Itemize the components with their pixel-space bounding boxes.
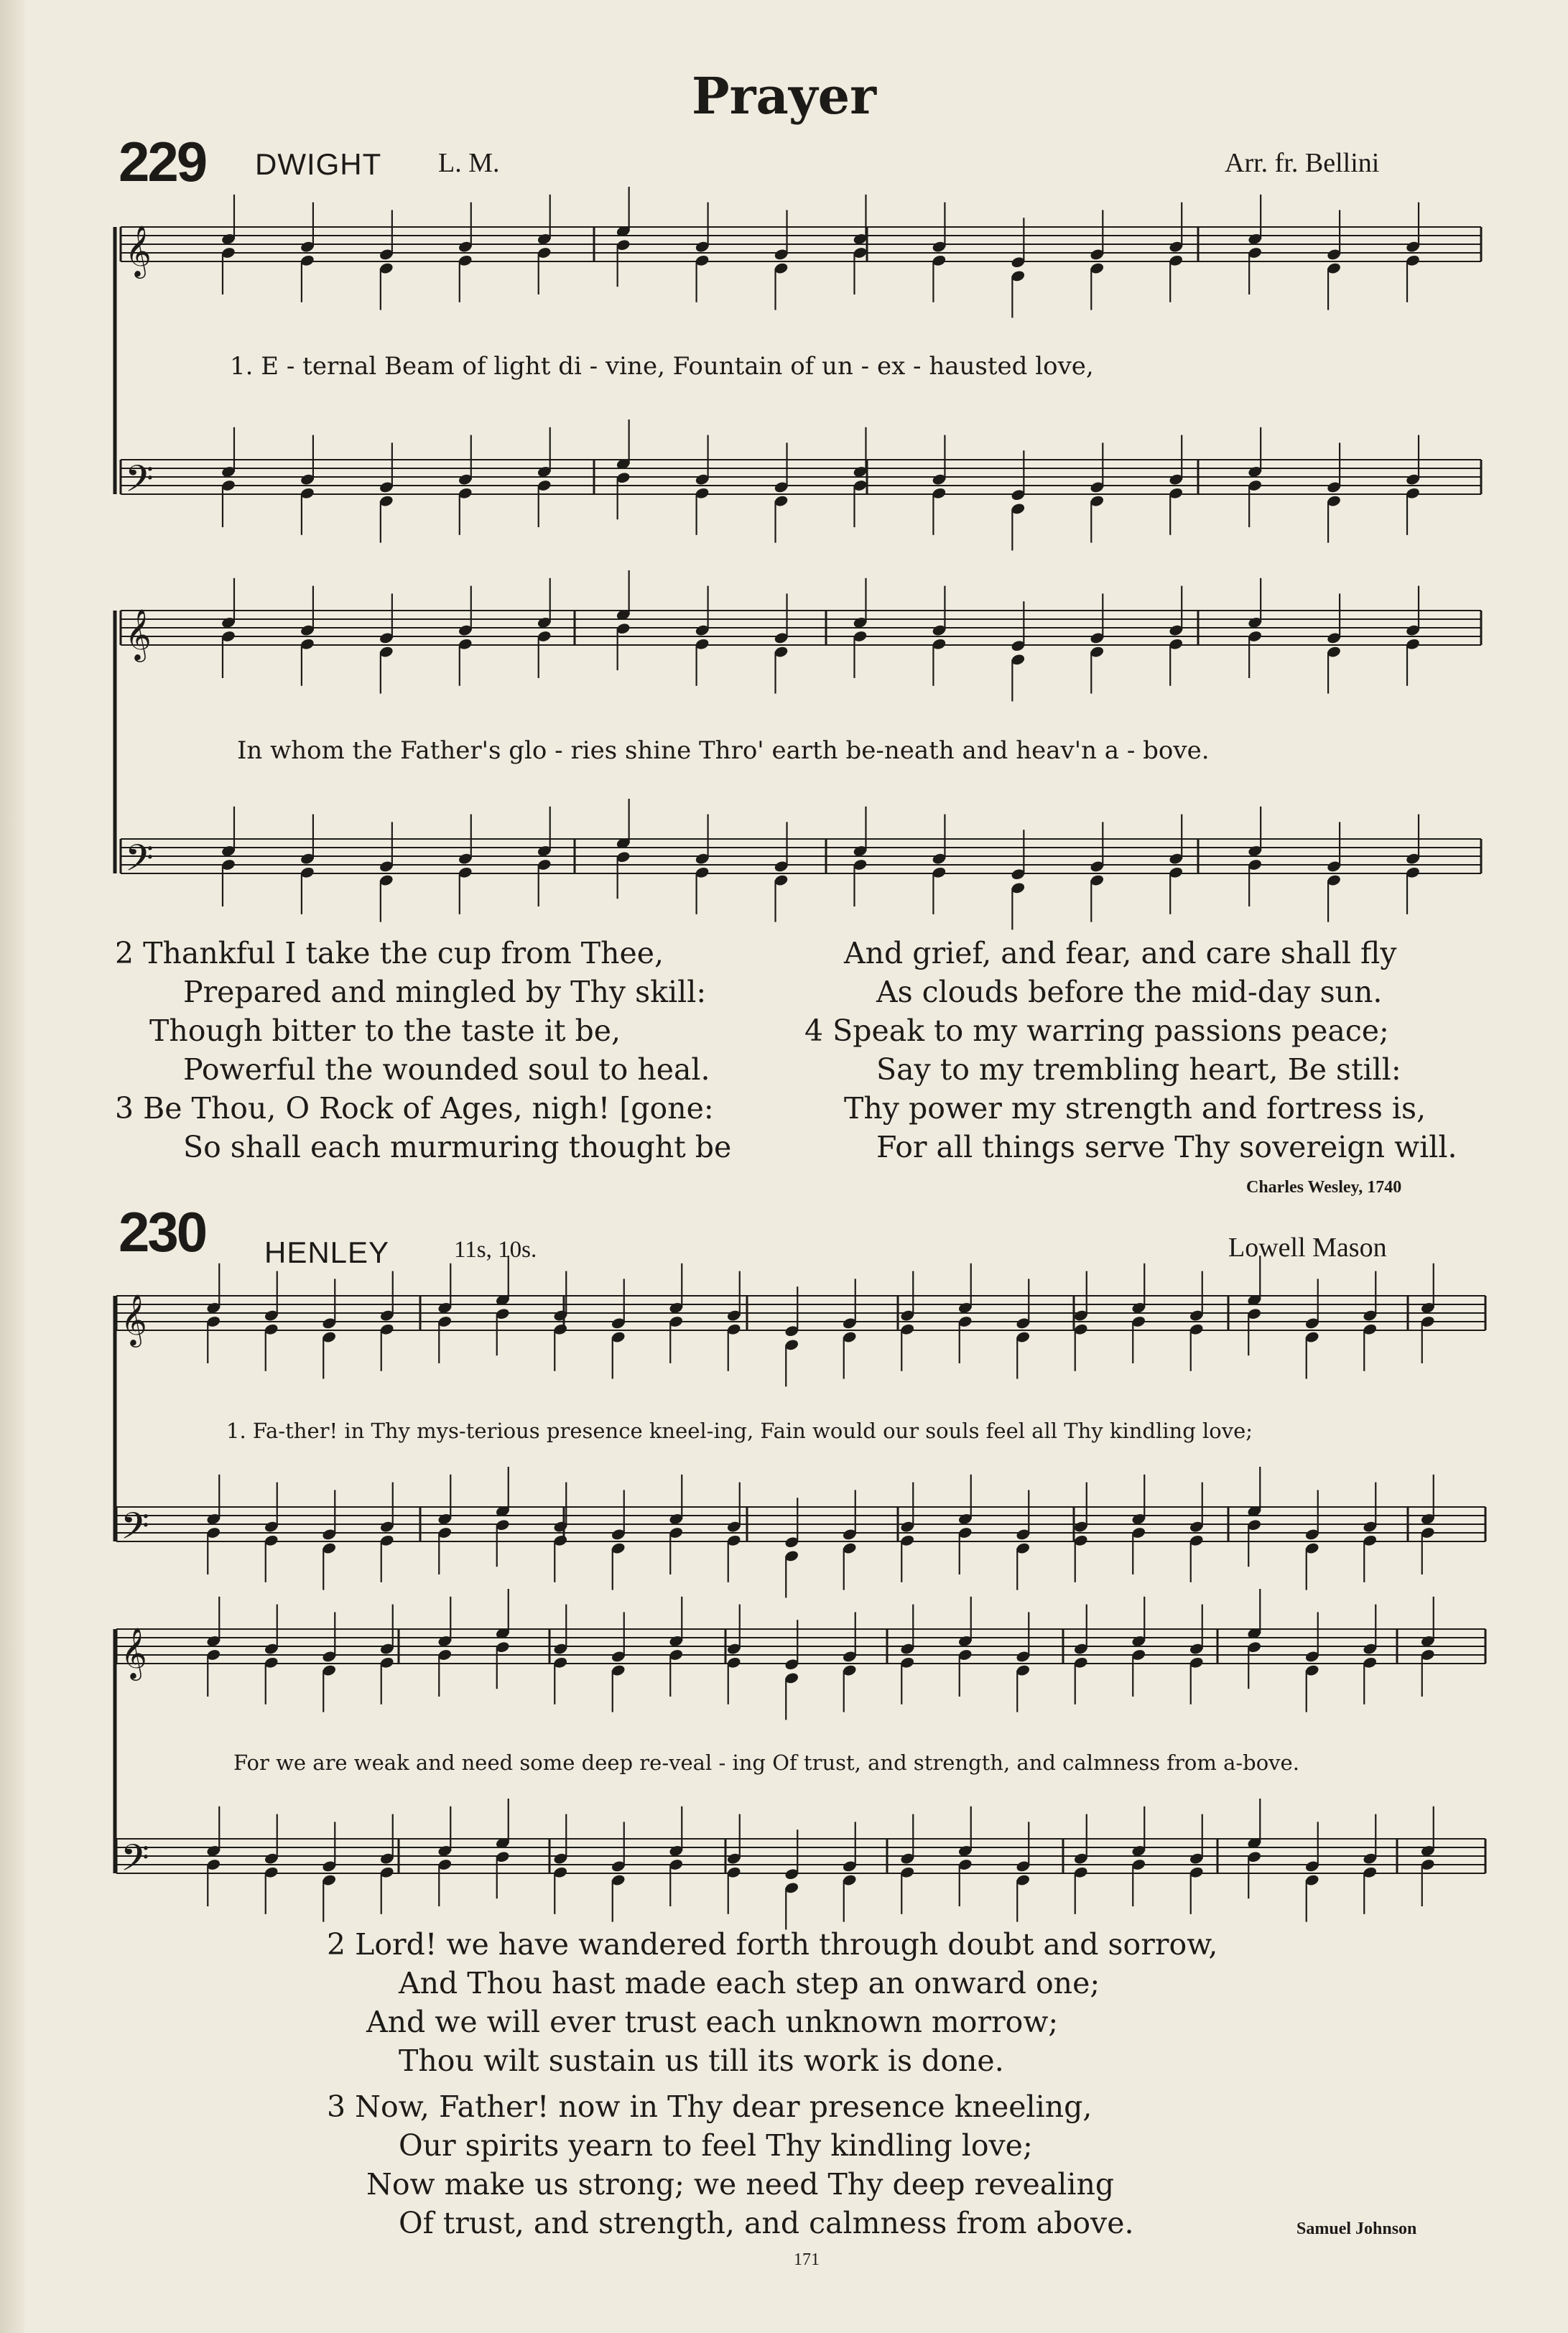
hymn-230-tune: HENLEY <box>264 1235 390 1269</box>
staff-230-2-bass-clef: 𝄢 <box>121 1836 149 1888</box>
staff-229-2-bass-clef: 𝄢 <box>125 836 154 889</box>
verse-line: 3 Be Thou, O Rock of Ages, nigh! [gone: <box>115 1091 714 1126</box>
verse-line: Now make us strong; we need Thy deep revealing <box>366 2167 1115 2202</box>
verse-line: 2 Thankful I take the cup from Thee, <box>115 936 664 970</box>
hymn-230-lyric-line-2: For we are weak and need some deep re-veal - ing Of trust, and strength, and calmness from a-bove. <box>233 1750 1299 1775</box>
verse-line: Of trust, and strength, and calmness from above. <box>399 2206 1134 2240</box>
hymn-229-verses-right <box>804 934 1457 1166</box>
verse-line: And we will ever trust each unknown morrow; <box>366 2005 1059 2039</box>
staff-230-1-bass-clef: 𝄢 <box>121 1504 149 1557</box>
verse-line: Though bitter to the taste it be, <box>149 1014 621 1048</box>
verse-line: 4 Speak to my warring passions peace; <box>804 1014 1389 1048</box>
verse-line: Thy power my strength and fortress is, <box>844 1091 1426 1126</box>
verse-line: Prepared and mingled by Thy skill: <box>183 975 707 1009</box>
verse-line: 3 Now, Father! now in Thy dear presence kneeling, <box>327 2090 1093 2124</box>
staff-230-2-treble-clef: 𝄞 <box>121 1626 147 1679</box>
verse-line: Thou wilt sustain us till its work is done. <box>399 2044 1004 2078</box>
page-number: 171 <box>794 2250 820 2269</box>
verse-line: Powerful the wounded soul to heal. <box>183 1052 710 1087</box>
hymn-229-meter: L. M. <box>438 148 500 178</box>
verse-line: So shall each murmuring thought be <box>183 1130 732 1164</box>
staff-230-1-treble-clef: 𝄞 <box>121 1293 147 1345</box>
section-title: Prayer <box>692 66 876 126</box>
verse-line: And Thou hast made each step an onward one; <box>399 1966 1100 2000</box>
hymn-230-meter: 11s, 10s. <box>454 1237 537 1263</box>
hymn-229-tune: DWIGHT <box>255 147 382 181</box>
hymn-229-lyric-line-2: In whom the Father's glo - ries shine Thro' earth be-neath and heav'n a - bove. <box>237 736 1210 765</box>
verse-line: For all things serve Thy sovereign will. <box>876 1130 1457 1164</box>
verse-line: Say to my trembling heart, Be still: <box>876 1052 1401 1087</box>
verse-line: 2 Lord! we have wandered forth through doubt and sorrow, <box>327 1927 1218 1962</box>
hymn-229-number: 229 <box>119 130 206 193</box>
hymn-230-verses <box>327 1925 1217 2242</box>
hymn-229-author: Charles Wesley, 1740 <box>1246 1178 1402 1197</box>
hymn-229-verses-left <box>115 934 731 1166</box>
hymn-230-composer: Lowell Mason <box>1228 1233 1387 1263</box>
hymn-229-composer: Arr. fr. Bellini <box>1225 148 1380 178</box>
verse-line: And grief, and fear, and care shall fly <box>844 936 1397 970</box>
hymn-230-lyric-line-1: 1. Fa-ther! in Thy mys-terious presence kneel-ing, Fain would our souls feel all Thy kindling love; <box>226 1419 1253 1443</box>
hymn-229-lyric-line-1: 1. E - ternal Beam of light di - vine, Fountain of un - ex - hausted love, <box>230 352 1094 381</box>
staff-229-1-bass-clef: 𝄢 <box>125 457 154 509</box>
staff-229-1-treble-clef: 𝄞 <box>125 224 152 277</box>
verse-line: As clouds before the mid-day sun. <box>876 975 1383 1009</box>
hymn-230-author: Samuel Johnson <box>1296 2220 1417 2238</box>
hymn-230-number: 230 <box>119 1200 206 1263</box>
verse-line: Our spirits yearn to feel Thy kindling love; <box>399 2128 1033 2163</box>
staff-229-2-treble-clef: 𝄞 <box>125 608 152 660</box>
